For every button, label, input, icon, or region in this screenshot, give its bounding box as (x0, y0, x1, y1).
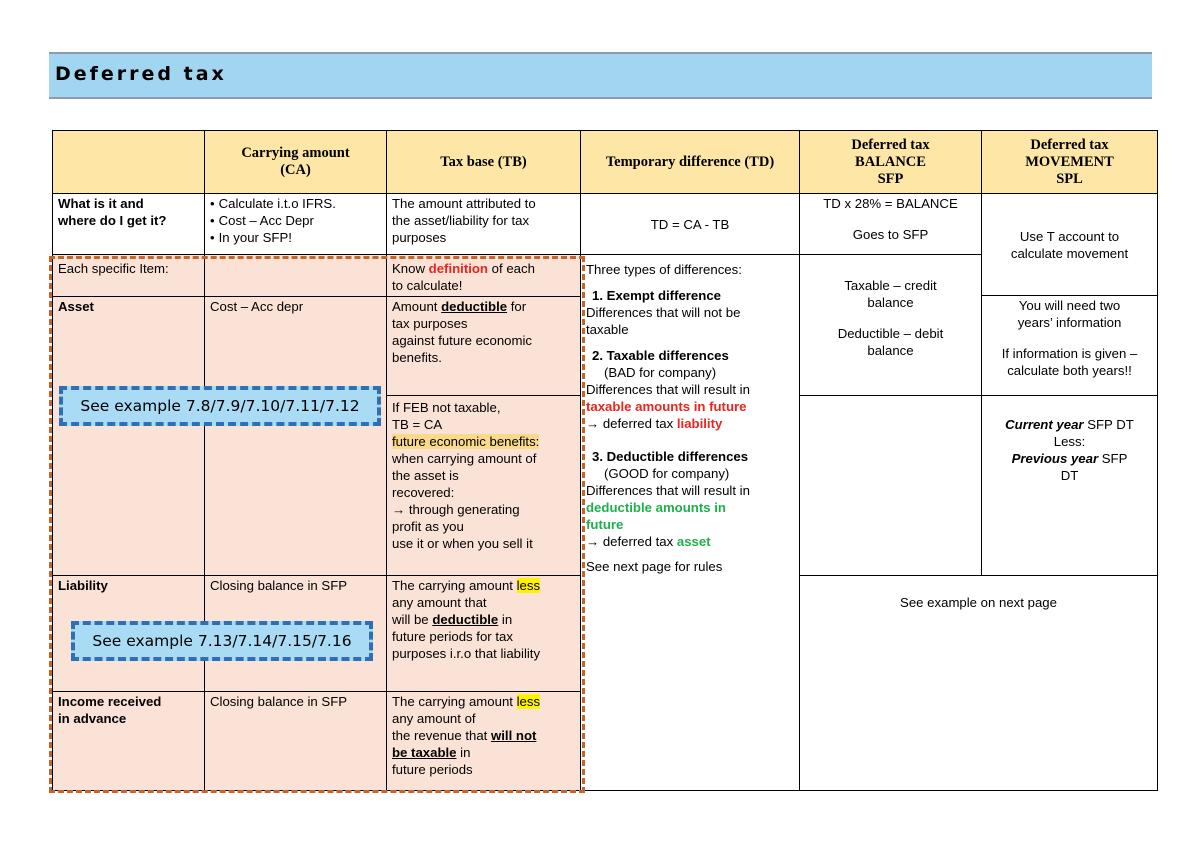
list-item: • Cost – Acc Depr (210, 212, 381, 229)
row-label-income-received: Income received in advance (52, 691, 205, 791)
tb-income-cell: The carrying amount less any amount of the revenue that will not be taxable in future periods (386, 691, 581, 791)
header-temporary-difference: Temporary difference (TD) (580, 130, 800, 194)
td-types-cell: Three types of differences: 1. Exempt difference Differences that will not be taxable 2. Taxable differences (BAD for company) Differences that will result in taxable amounts in future → deferred tax liability 3. Deductible differences (GOOD for company) Differences that will result in deductible amounts in future → deferred tax asset See next page for rules (580, 254, 800, 791)
ca-each-cell (204, 254, 387, 297)
row-label-asset: Asset (52, 296, 205, 576)
header-tax-base: Tax base (TB) (386, 130, 581, 194)
header-empty-cell (52, 130, 205, 194)
see-example-next-page-cell: See example on next page (799, 575, 1158, 791)
tb-asset-cell-a: Amount deductible for tax purposes against future economic benefits. (386, 296, 581, 396)
list-item: • Calculate i.t.o IFRS. (210, 195, 381, 212)
header-carrying-amount: Carrying amount (CA) (204, 130, 387, 194)
header-deferred-tax-movement: Deferred tax MOVEMENT SPL (981, 130, 1158, 194)
row-label-liability: Liability (52, 575, 205, 692)
row-label-what: What is it and where do I get it? (52, 193, 205, 255)
ca-bullet-list (210, 195, 381, 246)
tb-each-cell: Know definition of each to calculate! (386, 254, 581, 297)
tb-asset-cell-b: If FEB not taxable, TB = CA future economic benefits: when carrying amount of the asset is recovered: → through generating profit as you use it or when you sell it (386, 395, 581, 576)
ca-liability-cell: Closing balance in SFP (204, 575, 387, 692)
example-callout-liability: See example 7.13/7.14/7.15/7.16 (71, 621, 373, 661)
balance-types-cell: Taxable – credit balance Deductible – debit balance (799, 254, 982, 396)
ca-what-cell (204, 193, 387, 255)
page-title: Deferred tax (55, 63, 227, 85)
td-formula-cell: TD = CA - TB (580, 193, 800, 255)
balance-formula-cell: TD x 28% = BALANCE Goes to SFP (799, 193, 982, 255)
section-header-bar (49, 52, 1152, 99)
movement-two-years-cell: You will need two years’ information If information is given – calculate both years!! (981, 295, 1158, 396)
tb-liability-cell: The carrying amount less any amount that will be deductible in future periods for tax purposes i.r.o that liability (386, 575, 581, 692)
movement-t-account-cell: Use T account to calculate movement (981, 193, 1158, 296)
movement-calc-cell: Current year SFP DT Less: Previous year SFP DT (981, 395, 1158, 576)
ca-income-cell: Closing balance in SFP (204, 691, 387, 791)
example-callout-asset: See example 7.8/7.9/7.10/7.11/7.12 (59, 386, 381, 426)
ca-asset-cell: Cost – Acc depr (204, 296, 387, 576)
header-deferred-tax-balance: Deferred tax BALANCE SFP (799, 130, 982, 194)
list-item: • In your SFP! (210, 229, 381, 246)
tb-what-cell: The amount attributed to the asset/liability for tax purposes (386, 193, 581, 255)
balance-empty-cell (799, 395, 982, 576)
row-label-each-item: Each specific Item: (52, 254, 205, 297)
